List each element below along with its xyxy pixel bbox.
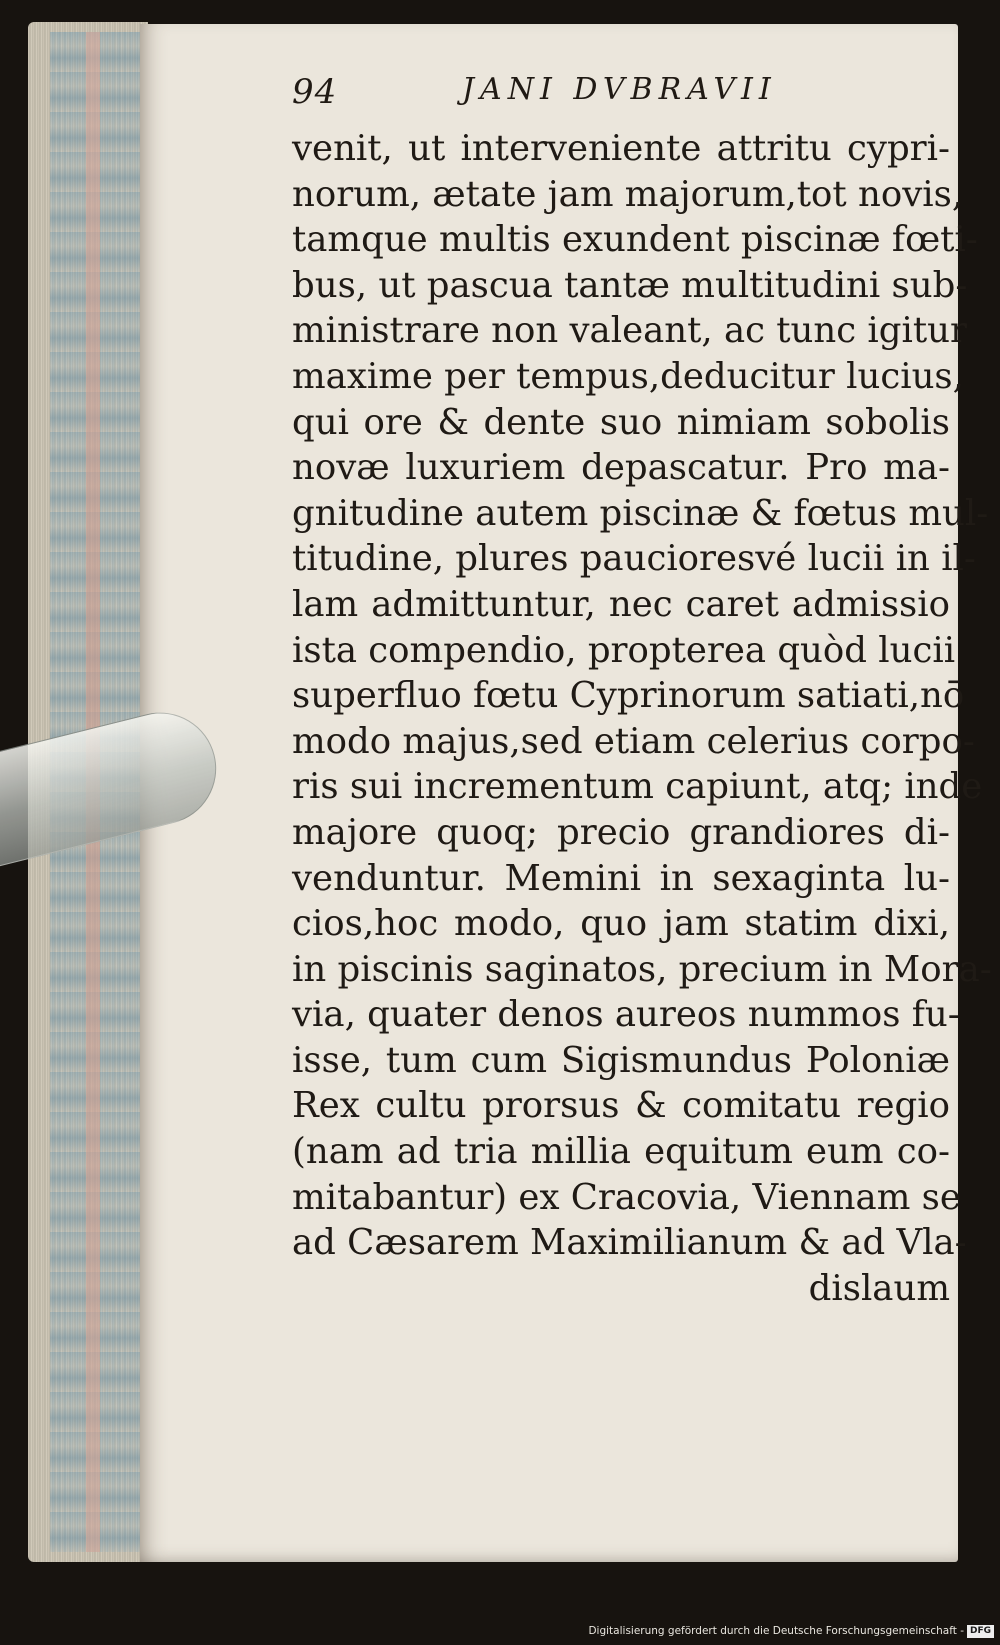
body-text bbox=[292, 126, 992, 1311]
text-line: qui ore & dente suo nimiam sobolis bbox=[292, 401, 950, 443]
text-line: norum, ætate jam majorum,tot novis, bbox=[292, 173, 964, 215]
text-line: ris sui incrementum capiunt, atq; inde bbox=[292, 766, 983, 808]
text-line: modo majus,sed etiam celerius corpo- bbox=[292, 720, 975, 762]
text-line: majore quoq; precio grandiores di- bbox=[292, 811, 950, 853]
text-line: gnitudine autem piscinæ & fœtus mul- bbox=[292, 492, 989, 534]
text-line: isse, tum cum Sigismundus Poloniæ bbox=[292, 1039, 950, 1081]
text-line: lam admittuntur, nec caret admissio bbox=[292, 583, 950, 625]
text-line: bus, ut pascua tantæ multitudini sub- bbox=[292, 264, 968, 306]
text-line: in piscinis saginatos, precium in Mora- bbox=[292, 948, 992, 990]
text-line: ista compendio, propterea quòd lucii bbox=[292, 629, 956, 671]
text-line: mitabantur) ex Cracovia, Viennam se bbox=[292, 1176, 961, 1218]
text-line: tamque multis exundent piscinæ fœti- bbox=[292, 219, 978, 261]
text-line: Rex cultu prorsus & comitatu regio bbox=[292, 1085, 950, 1127]
text-line: ministrare non valeant, ac tunc igitur bbox=[292, 310, 967, 352]
credit-text: Digitalisierung gefördert durch die Deutsche Forschungsgemeinschaft - bbox=[588, 1625, 964, 1637]
text-line: maxime per tempus,deducitur lucius, bbox=[292, 355, 964, 397]
text-line: cios,hoc modo, quo jam statim dixi, bbox=[292, 903, 950, 945]
text-line: venduntur. Memini in sexaginta lu- bbox=[292, 857, 950, 899]
catchword: dislaum bbox=[808, 1267, 950, 1309]
text-line: via, quater denos aureos nummos fu- bbox=[292, 994, 960, 1036]
text-line: superfluo fœtu Cyprinorum satiati,nō bbox=[292, 675, 965, 717]
text-line: ad Cæsarem Maximilianum & ad Vla- bbox=[292, 1222, 967, 1264]
page-header bbox=[292, 72, 812, 122]
text-line: (nam ad tria millia equitum eum co- bbox=[292, 1131, 950, 1173]
dfg-logo: DFG bbox=[967, 1625, 994, 1638]
running-head: JANI DVBRAVII bbox=[462, 72, 777, 107]
text-line: venit, ut interveniente attritu cypri- bbox=[292, 128, 950, 169]
text-line: novæ luxuriem depascatur. Pro ma- bbox=[292, 447, 950, 489]
digitization-credit bbox=[588, 1623, 994, 1639]
page-number: 94 bbox=[292, 72, 338, 112]
text-line: titudine, plures paucioresvé lucii in il- bbox=[292, 538, 976, 580]
